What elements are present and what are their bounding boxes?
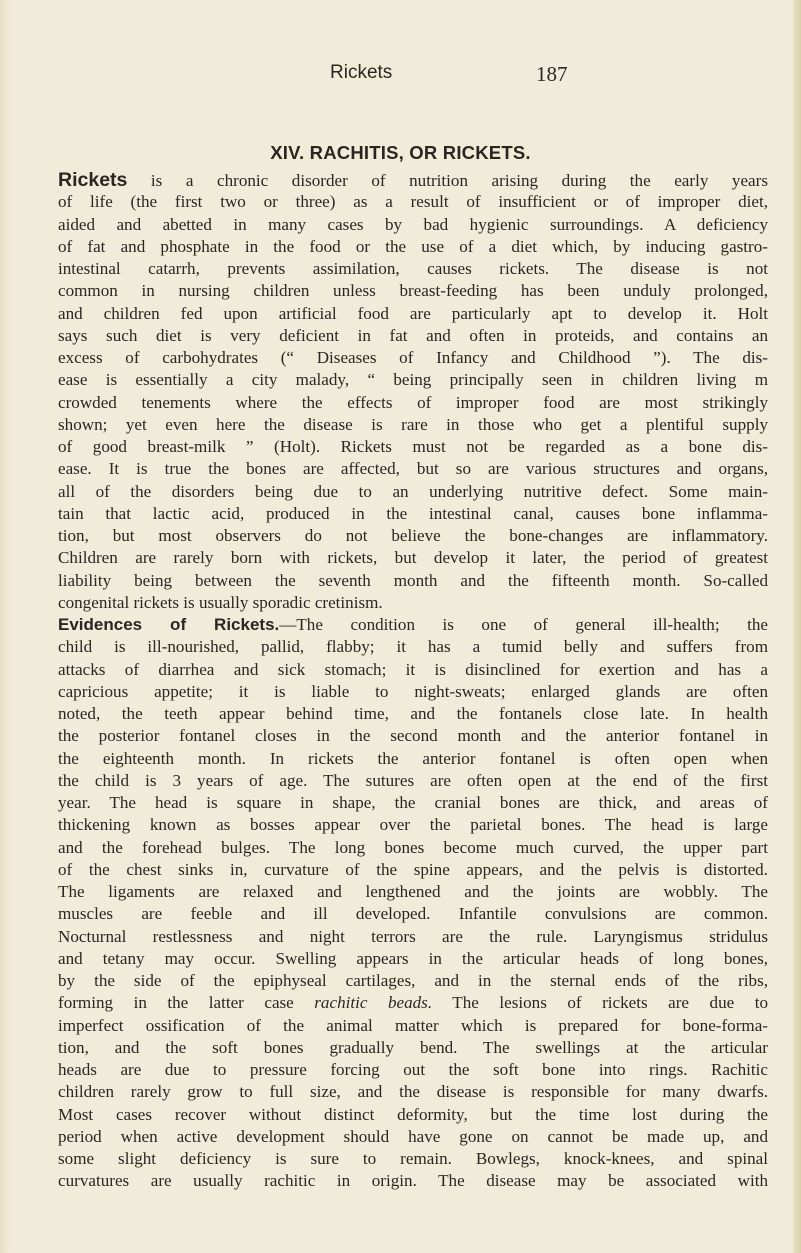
- text-line: shown; yet even here the disease is rare in those who get a plentiful supply: [58, 414, 768, 434]
- text-line: says such diet is very deficient in fat and often in proteids, and contains an: [58, 325, 768, 345]
- paragraph-lead: Evidences of Rickets.: [58, 615, 280, 634]
- italic-term: rachitic beads.: [314, 993, 433, 1013]
- text-line: all of the disorders being due to an underlying nutritive defect. Some main-: [58, 481, 768, 501]
- text-line: ease is essentially a city malady, “ being principally seen in children living m: [58, 370, 768, 390]
- text-line: noted, the teeth appear behind time, and the fontanels close late. In health: [58, 704, 768, 723]
- text-line: children rarely grow to full size, and the disease is responsible for many dwarfs.: [58, 1082, 768, 1102]
- text-line: attacks of diarrhea and sick stomach; it is disinclined for exertion and has a: [58, 659, 768, 679]
- text-line: congenital rickets is usually sporadic cretinism.: [58, 592, 383, 612]
- text-line: some slight deficiency is sure to remain. Bowlegs, knock-knees, and spinal: [58, 1149, 768, 1168]
- text-line: capricious appetite; it is liable to night-sweats; enlarged glands are often: [58, 681, 768, 701]
- text-line: child is ill-nourished, pallid, flabby; it has a tumid belly and suffers from: [58, 637, 768, 657]
- text-line: imperfect ossification of the animal matter which is prepared for bone-forma-: [58, 1015, 768, 1035]
- text-line: tion, and the soft bones gradually bend. The swellings at the articular: [58, 1037, 768, 1057]
- text-line: ease. It is true the bones are affected, but so are various structures and organs,: [58, 459, 768, 479]
- text-line: muscles are feeble and ill developed. Infantile convulsions are common.: [58, 904, 768, 924]
- text-line: tion, but most observers do not believe the bone-changes are inflammatory.: [58, 526, 768, 545]
- text-line: common in nursing children unless breast-feeding has been unduly prolonged,: [58, 281, 768, 301]
- text-line: tain that lactic acid, produced in the intestinal canal, causes bone inflamma-: [58, 503, 768, 523]
- text-line: liability being between the seventh month and the fifteenth month. So-called: [58, 570, 768, 590]
- text-line: The ligaments are relaxed and lengthened and the joints are wobbly. The: [58, 882, 768, 901]
- text-line: and tetany may occur. Swelling appears in the articular heads of long bones,: [58, 948, 768, 968]
- text-line: of the chest sinks in, curvature of the spine appears, and the pelvis is distorted.: [58, 859, 768, 879]
- paragraph-evidences: [58, 614, 768, 1193]
- text-line: the child is 3 years of age. The sutures are often open at the end of the first: [58, 770, 768, 790]
- text-line: Most cases recover without distinct deformity, but the time lost during the: [58, 1104, 768, 1124]
- text-line: excess of carbohydrates (“ Diseases of Infancy and Childhood ”). The dis-: [58, 348, 768, 367]
- page-number: 187: [536, 62, 568, 86]
- text-line: curvatures are usually rachitic in origin. The disease may be associated with: [58, 1171, 768, 1191]
- text-line: Children are rarely born with rickets, but develop it later, the period of greatest: [58, 548, 768, 568]
- text-line: crowded tenements where the effects of improper food are most strikingly: [58, 392, 768, 412]
- text-line: the eighteenth month. In rickets the anterior fontanel is often open when: [58, 748, 768, 768]
- text-line: and the forehead bulges. The long bones become much curved, the upper part: [58, 837, 768, 857]
- running-title: Rickets: [330, 62, 393, 83]
- paragraph-lead: Rickets: [58, 169, 128, 191]
- text-line: of good breast-milk ” (Holt). Rickets must not be regarded as a bone dis-: [58, 437, 768, 456]
- text-line: by the side of the epiphyseal cartilages, and in the sternal ends of the ribs,: [58, 971, 768, 990]
- text-line: period when active development should have gone on cannot be made up, and: [58, 1126, 768, 1146]
- chapter-title: XIV. RACHITIS, OR RICKETS.: [270, 142, 531, 163]
- text-line: Evidences of Rickets.—The condition is one of general ill-health; the: [58, 615, 768, 634]
- body-text: [58, 169, 768, 1193]
- text-line: of life (the first two or three) as a result of insufficient or of improper diet,: [58, 192, 768, 212]
- text-line: the posterior fontanel closes in the second month and the anterior fontanel in: [58, 726, 768, 746]
- text-line: Nocturnal restlessness and night terrors are the rule. Laryngismus stridulus: [58, 926, 768, 946]
- page-edge: [793, 0, 801, 1253]
- text-line: intestinal catarrh, prevents assimilation, causes rickets. The disease is not: [58, 259, 768, 278]
- text-line: Rickets is a chronic disorder of nutrition arising during the early years: [58, 169, 768, 191]
- running-header: [330, 62, 770, 92]
- text-line: forming in the latter case rachitic beads. The lesions of rickets are due to: [58, 993, 768, 1013]
- text-line: year. The head is square in shape, the cranial bones are thick, and areas of: [58, 793, 768, 812]
- paragraph-rickets: [58, 169, 768, 614]
- text-line: thickening known as bosses appear over the parietal bones. The head is large: [58, 815, 768, 835]
- text-line: of fat and phosphate in the food or the use of a diet which, by inducing gastro-: [58, 236, 768, 256]
- text-line: heads are due to pressure forcing out the soft bone into rings. Rachitic: [58, 1060, 768, 1079]
- text-line: and children fed upon artificial food are particularly apt to develop it. Holt: [58, 303, 768, 323]
- page-gutter-shadow: [0, 0, 10, 1253]
- text-line: aided and abetted in many cases by bad hygienic surroundings. A deficiency: [58, 214, 768, 234]
